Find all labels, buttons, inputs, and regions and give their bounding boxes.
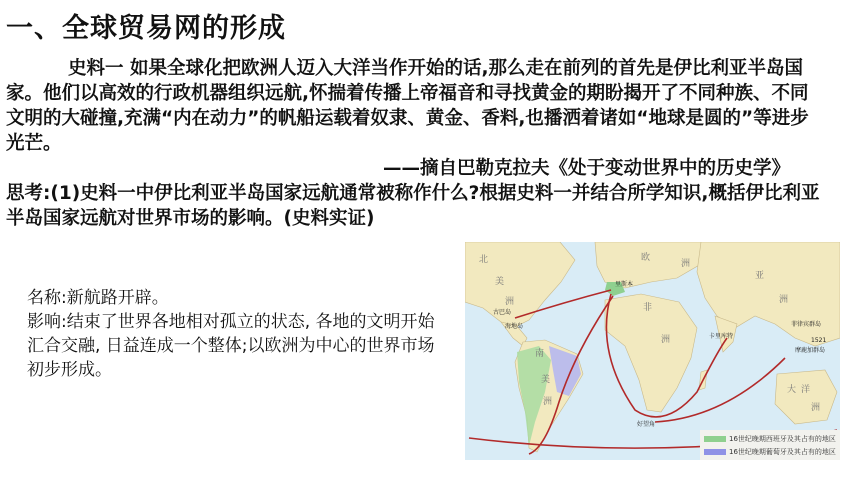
sa-label-2: 美 [541, 375, 551, 385]
cuba-label: 古巴岛 [493, 309, 512, 316]
source-citation: ——摘自巴勒克拉夫《处于变动世界中的历史学》 [382, 158, 790, 179]
legend-row-spain [704, 434, 836, 444]
calicut-label: 卡里库特 [709, 333, 734, 340]
af-label-1: 非 [643, 303, 653, 313]
sa-label-1: 南 [535, 349, 545, 359]
map-legend [700, 430, 840, 460]
cape-label: 好望角 [637, 421, 656, 428]
lisbon-label: 里斯本 [615, 281, 634, 288]
voyages-map [465, 242, 840, 460]
legend-swatch-spain [704, 436, 726, 442]
as-label-1: 亚 [755, 271, 765, 281]
year-label: 1521 [811, 337, 827, 344]
legend-swatch-portugal [704, 449, 726, 455]
na-label-2: 美 [495, 277, 505, 287]
eu-label-1: 欧 [641, 253, 651, 263]
legend-text-portugal: 16世纪晚期葡萄牙及其占有的地区 [729, 448, 836, 456]
oc-label-1: 大 [787, 385, 797, 395]
eu-label-2: 洲 [681, 259, 691, 269]
source-block [6, 56, 826, 231]
na-label-3: 洲 [505, 297, 515, 307]
legend-text-spain: 16世纪晚期西班牙及其占有的地区 [729, 435, 836, 443]
oc-label-3: 洲 [811, 403, 821, 413]
answer-block [27, 286, 447, 382]
section-title: 一、全球贸易网的形成 [6, 13, 286, 44]
answer-name: 名称:新航路开辟。 [27, 288, 169, 308]
moluccas-label: 摩鹿加群岛 [795, 347, 826, 354]
na-label-1: 北 [479, 255, 489, 265]
haiti-label: 海地岛 [505, 323, 524, 330]
oc-label-2: 洋 [801, 385, 811, 395]
answer-impact: 影响:结束了世界各地相对孤立的状态, 各地的文明开始汇合交融, 日益连成一个整体;以欧洲为中心的世界市场初步形成。 [27, 312, 435, 380]
sa-label-3: 洲 [543, 397, 553, 407]
as-label-2: 洲 [779, 295, 789, 305]
af-label-2: 洲 [661, 335, 671, 345]
legend-row-portugal [704, 447, 836, 457]
question-text: 思考:(1)史料一中伊比利亚半岛国家远航通常被称作什么?根据史料一并结合所学知识,概括伊比利亚半岛国家远航对世界市场的影响。(史料实证) [6, 183, 820, 229]
source-paragraph: 史料一 如果全球化把欧洲人迈入大洋当作开始的话,那么走在前列的首先是伊比利亚半岛国家。他们以高效的行政机器组织远航,怀揣着传播上帝福音和寻找黄金的期盼揭开了不同种族、不同文明的大碰撞,充满“内在动力”的帆船运载着奴隶、黄金、香料,也播洒着诸如“地球是圆的”等进步光芒。 [6, 58, 809, 154]
philippines-label: 菲律宾群岛 [791, 321, 822, 328]
